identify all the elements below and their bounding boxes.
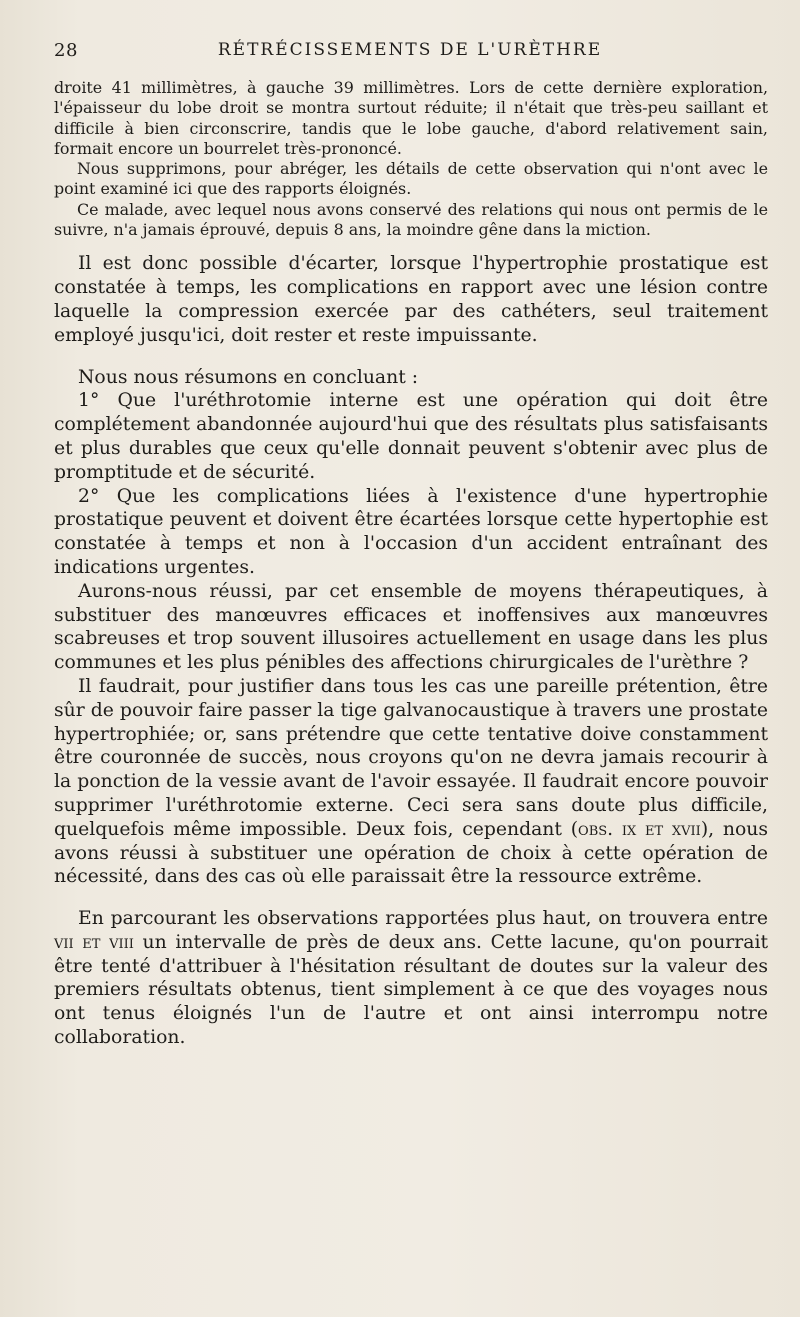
closing-paragraph — [54, 907, 768, 1050]
summary-section — [54, 366, 768, 890]
summary-justification — [54, 675, 768, 889]
page-header — [54, 40, 766, 70]
section-gap — [54, 889, 770, 907]
conclusion-section — [54, 252, 768, 347]
summary-point-2: 2° Que les complications liées à l'existence d'une hypertrophie prostatique peuvent et doivent être écartées lorsque cette hypertophie est constatée à temps et non à l'occasion d'un accident entraînant des indications urgentes. — [54, 485, 768, 578]
running-title: RÉTRÉCISSEMENTS DE L'URÈTHRE — [217, 40, 603, 60]
observation-paragraph-3: Ce malade, avec lequel nous avons conservé des relations qui nous ont permis de le suivre, n'a jamais éprouvé, depuis 8 ans, la moindre gêne dans la miction. — [54, 199, 768, 240]
closing-before-reference: En parcourant les observations rapportées plus haut, on trouvera entre — [78, 908, 768, 930]
observation-reference: obs. ix et xvii — [578, 818, 701, 840]
observation-paragraph-2: Nous supprimons, pour abréger, les détails de cette observation qui n'ont avec le point examiné ici que des rapports éloignés. — [54, 159, 768, 199]
summary-justification-after-obs: ), nous avons réussi à substituer une opération de choix à cette opération de nécessité, dans des cas où elle paraissait être la ressource extrême. — [54, 818, 769, 888]
observation-reference: vii et viii — [54, 931, 134, 953]
closing-section — [54, 907, 768, 1050]
summary-question: Aurons-nous réussi, par cet ensemble de moyens thérapeutiques, à substituer des manœuvres efficaces et inoffensives aux manœuvres scabreuses et trop souvent illusoires actuellement en usage dans les plus communes et les plus pénibles des affections chirurgicales de l'urèthre ? — [54, 580, 768, 674]
conclusion-paragraph: Il est donc possible d'écarter, lorsque l'hypertrophie prostatique est constatée à temps, les complications en rapport avec une lésion contre laquelle la compression exercée par des cathéters, seul traitement employé jusqu'ici, doit rester et reste impuissante. — [54, 253, 768, 346]
observation-excerpt — [54, 78, 768, 240]
page-number: 28 — [54, 40, 78, 61]
section-gap — [54, 240, 770, 252]
observation-paragraph-1: droite 41 millimètres, à gauche 39 millimètres. Lors de cette dernière exploration, l'épaisseur du lobe droit se montra surtout réduite; il n'était que très-peu saillant et difficile à bien circonscrire, tandis que le lobe gauche, d'abord relativement sain, formait encore un bourrelet très-prononcé. — [54, 78, 768, 158]
closing-after-reference: un intervalle de près de deux ans. Cette lacune, qu'on pourrait être tenté d'attribuer à l'hésitation résultant de doutes sur la valeur des premiers résultats obtenus, tient simplement à ce que des voyages nous ont tenus éloignés l'un de l'autre et ont ainsi interrompu notre collaboration. — [54, 931, 768, 1049]
summary-point-1: 1° Que l'uréthrotomie interne est une opération qui doit être complétement abandonnée aujourd'hui que des résultats plus satisfaisants et plus durables que ceux qu'elle donnait peuvent s'obtenir avec plus de promptitude et de sécurité. — [54, 390, 768, 483]
summary-justification-before-obs: Il faudrait, pour justifier dans tous les cas une pareille prétention, être sûr de pouvoir faire passer la tige galvanocaustique à travers une prostate hypertrophiée; or, sans prétendre que cette tentative doive constamment être couronnée de succès, nous croyons qu'on ne devra jamais recourir à la ponction de la vessie avant de l'avoir essayée. Il faudrait encore pouvoir supprimer l'uréthrotomie externe. Ceci sera sans doute plus difficile, quelquefois même impossible. Deux fois, cependant ( — [54, 675, 768, 840]
summary-intro: Nous nous résumons en concluant : — [78, 366, 419, 388]
section-gap — [54, 348, 770, 366]
